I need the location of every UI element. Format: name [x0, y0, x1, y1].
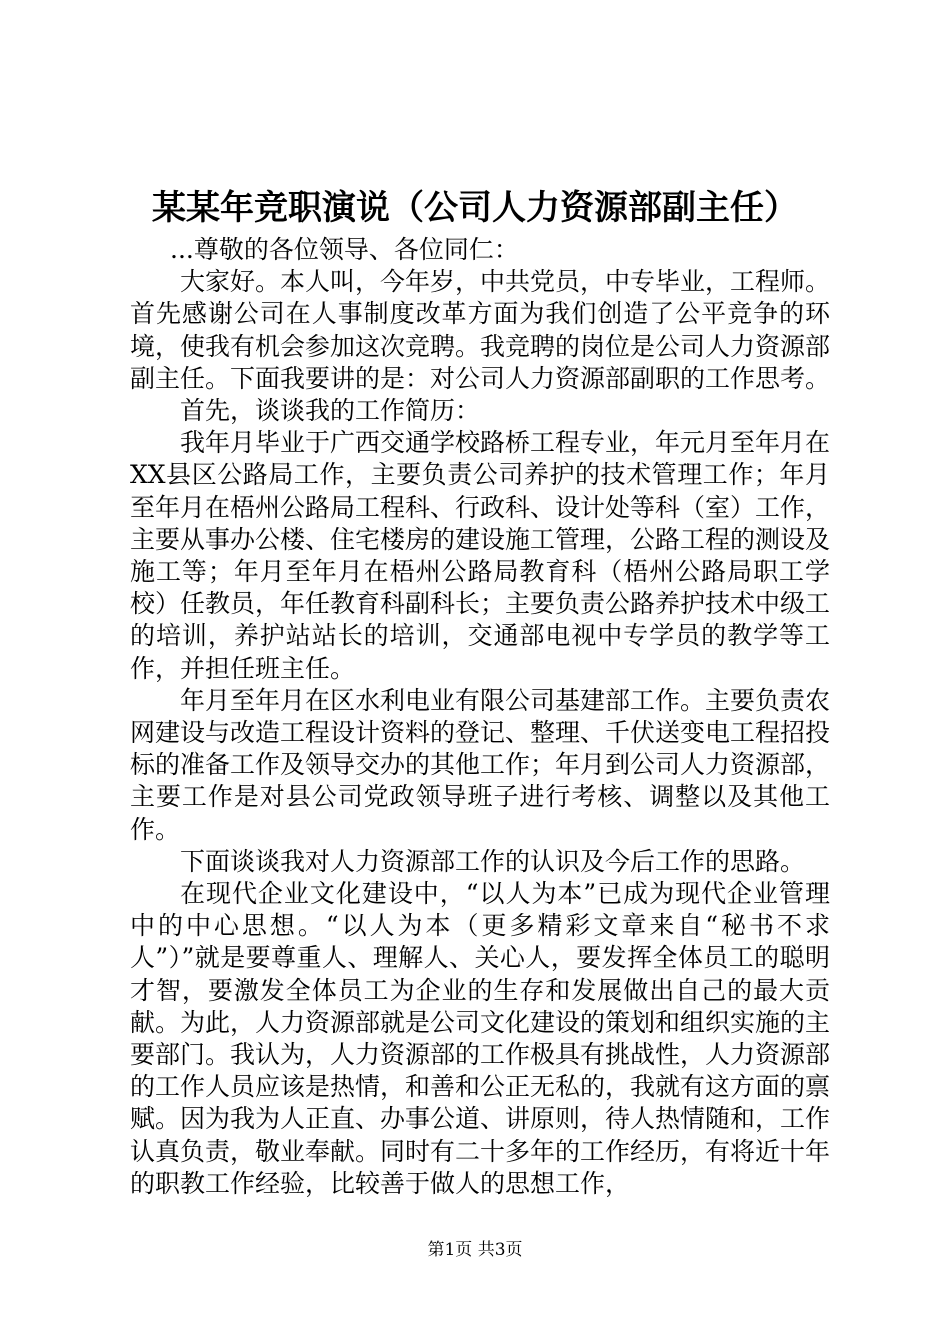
paragraph-resume-recent: 年月至年月在区水利电业有限公司基建部工作。主要负责农网建设与改造工程设计资料的登记、整理、千伏送变电工程招投标的准备工作及领导交办的其他工作；年月到公司人力资源部，主要工作是对县公司党政领导班子进行考核、调整以及其他工作。	[130, 685, 831, 844]
paragraph-resume-heading: 首先，谈谈我的工作简历：	[180, 396, 481, 426]
document-title: 某某年竞职演说（公司人力资源部副主任）	[152, 188, 798, 228]
document-body	[130, 234, 830, 1200]
salutation: ...尊敬的各位领导、各位同仁：	[170, 235, 519, 264]
page-number-footer: 第1页 共3页	[427, 1240, 523, 1260]
paragraph-intro: 大家好。本人叫，今年岁，中共党员，中专毕业，工程师。首先感谢公司在人事制度改革方面为我们创造了公平竞争的环境，使我有机会参加这次竞聘。我竞聘的岗位是公司人力资源部副主任。下面我要讲的是：对公司人力资源部副职的工作思考。	[130, 267, 831, 393]
paragraph-resume-history: 我年月毕业于广西交通学校路桥工程专业，年元月至年月在XX县区公路局工作，主要负责公司养护的技术管理工作；年月至年月在梧州公路局工程科、行政科、设计处等科（室）工作，主要从事办公楼、住宅楼房的建设施工管理，公路工程的测设及施工等；年月至年月在梧州公路局教育科（梧州公路局职工学校）任教员，年任教育科副科长；主要负责公路养护技术中级工的培训，养护站站长的培训，交通部电视中专学员的教学等工作，并担任班主任。	[130, 428, 831, 683]
paragraph-thoughts-heading: 下面谈谈我对人力资源部工作的认识及今后工作的思路。	[180, 846, 806, 876]
paragraph-people-oriented: 在现代企业文化建设中，“以人为本”已成为现代企业管理中的中心思想。“以人为本（更多精彩文章来自“秘书不求人”）”就是要尊重人、理解人、关心人，要发挥全体员工的聪明才智，要激发全体员工为企业的生存和发展做出自己的最大贡献。为此，人力资源部就是公司文化建设的策划和组织实施的主要部门。我认为，人力资源部的工作极具有挑战性，人力资源部的工作人员应该是热情，和善和公正无私的，我就有这方面的禀赋。因为我为人正直、办事公道、讲原则，待人热情随和，工作认真负责，敬业奉献。同时有二十多年的工作经历，有将近十年的职教工作经验，比较善于做人的思想工作，	[130, 879, 831, 1198]
